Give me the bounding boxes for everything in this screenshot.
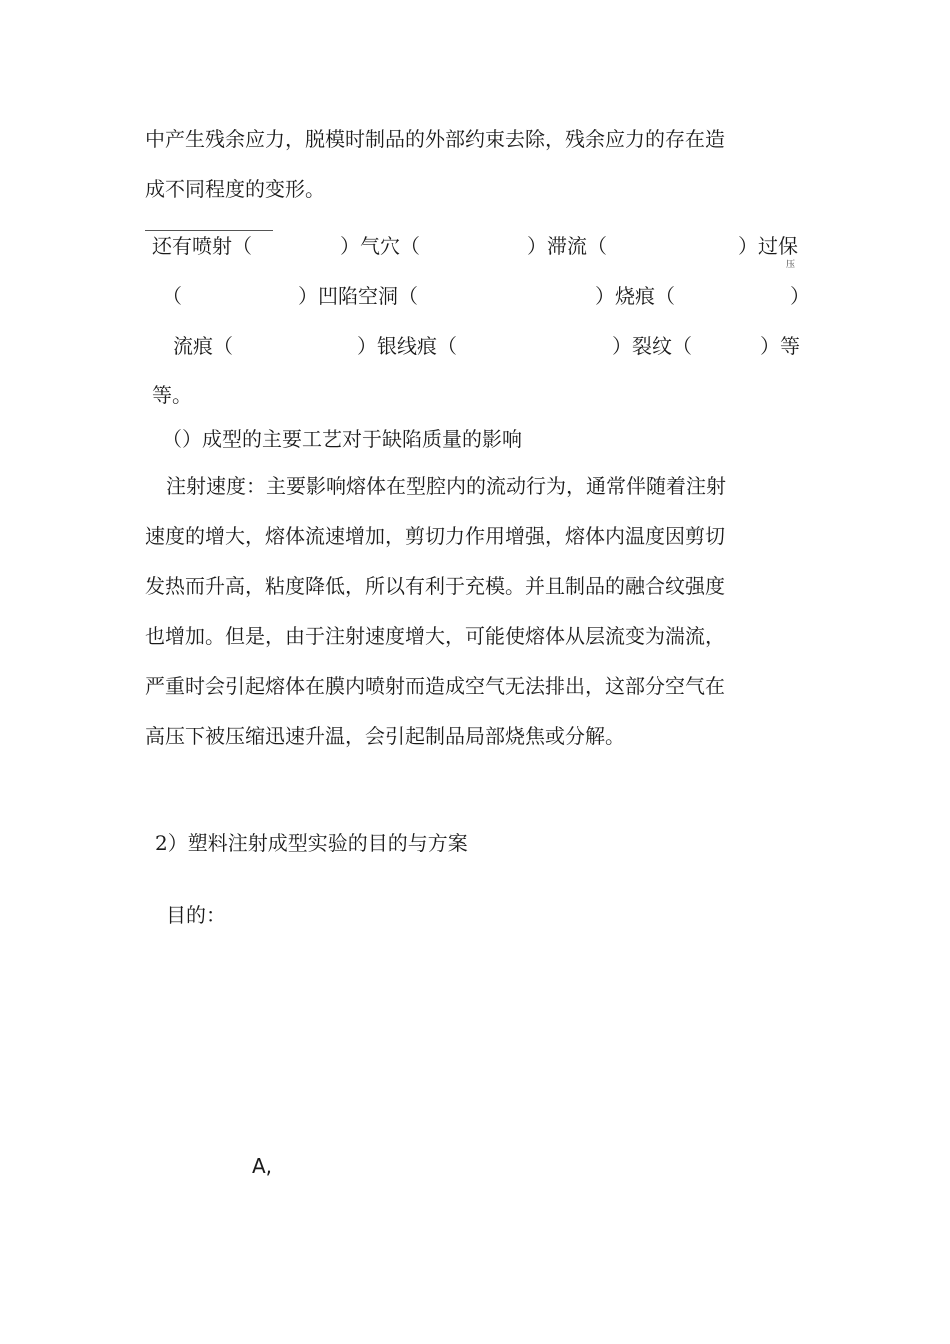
defect-item: ）气穴（	[340, 234, 420, 258]
defect-item: ）裂纹（	[612, 334, 692, 358]
clipped-char: 压	[786, 260, 796, 270]
defect-item: ）滞流（	[527, 234, 607, 258]
defect-row	[0, 232, 950, 260]
item-label: A,	[252, 1154, 273, 1178]
paragraph-line: 也增加。但是，由于注射速度增大，可能使熔体从层流变为湍流，	[145, 624, 725, 648]
paragraph-line: 注射速度：主要影响熔体在型腔内的流动行为，通常伴随着注射	[166, 474, 726, 498]
defect-item: 流痕（	[173, 334, 233, 358]
section-heading: 2）塑料注射成型实验的目的与方案	[155, 831, 468, 855]
defect-item: ）银线痕（	[357, 334, 457, 358]
paragraph-line: 中产生残余应力，脱模时制品的外部约束去除，残余应力的存在造	[145, 127, 725, 151]
defect-row-end: 等。	[152, 383, 192, 407]
defect-row	[0, 282, 950, 310]
defect-item: ）	[790, 284, 810, 308]
defect-item: ）等	[760, 334, 800, 358]
defect-item: ）凹陷空洞（	[298, 284, 418, 308]
purpose-label: 目的：	[166, 903, 226, 927]
defect-row	[0, 332, 950, 360]
divider	[145, 230, 273, 231]
paragraph-line: 严重时会引起熔体在膜内喷射而造成空气无法排出，这部分空气在	[145, 674, 725, 698]
paragraph-line: 发热而升高，粘度降低，所以有利于充模。并且制品的融合纹强度	[145, 574, 725, 598]
defect-item: 还有喷射（	[152, 234, 252, 258]
defect-item: ）过保	[738, 234, 798, 258]
paragraph-line: 成不同程度的变形。	[145, 177, 325, 201]
section-heading: （）成型的主要工艺对于缺陷质量的影响	[162, 427, 522, 451]
paragraph-line: 高压下被压缩迅速升温，会引起制品局部烧焦或分解。	[145, 724, 625, 748]
defect-item: （	[162, 284, 182, 308]
defect-item: ）烧痕（	[595, 284, 675, 308]
paragraph-line: 速度的增大，熔体流速增加，剪切力作用增强，熔体内温度因剪切	[145, 524, 725, 548]
